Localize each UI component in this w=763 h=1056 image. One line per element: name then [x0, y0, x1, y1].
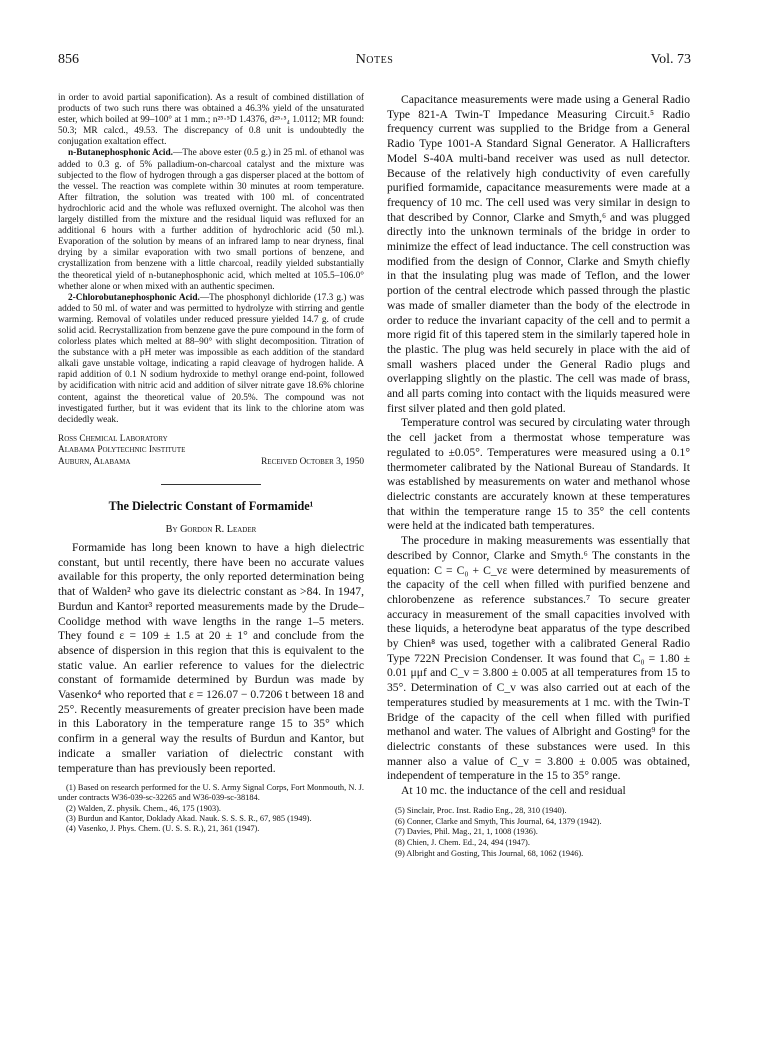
footnote: (1) Based on research performed for the U. S. Army Signal Corps, Fort Monmouth, N. J. under contracts W36-039-sc-32265 and W36-039-sc-38184.	[58, 783, 364, 803]
affiliation-row	[58, 457, 364, 468]
footnote: (8) Chien, J. Chem. Ed., 24, 494 (1947).	[395, 838, 530, 848]
run-in-heading: n-Butanephosphonic Acid.	[68, 148, 174, 159]
paragraph: Capacitance measurements were made using a General Radio Type 821-A Twin-T Impedance Measuring Circuit.⁵ Radio frequency current was supplied to the Bridge from a General Radio Type 1001-A Standard Signal Generator. A Hallicrafters Model S-40A multi-band receiver was used as null detector. Because of the relatively high conductivity of even carefully purified formamide, capacitance measurements were made at a frequency of 10 mc. The cell used was very similar in design to that described by Connor, Clarke and Smyth,⁶ and was plugged directly into the unknown terminals of the bridge in order to minimize the effect of lead inductance. The cell construction was modified from the design of Connor, Clarke and Smyth chiefly in that the insulating plug was made of Teflon, and the lower portion of the central electrode which passed through the plastic was made of smaller diameter than the body of the electrode in order to reduce the invariant capacity of the cell and to permit a more rigid fit of this tapered stem in the similarly tapered hole in the plastic. The plug was held securely in place with the aid of small washers placed under the General Radio plugs and overlapping slightly on the plastic. The cell was made of brass, and all parts coming into contact with the liquids measured were first silver plated and then gold plated.	[387, 93, 690, 415]
article-body	[58, 541, 364, 776]
affiliation-block	[58, 434, 364, 468]
footnote: (7) Davies, Phil. Mag., 21, 1, 1008 (1936).	[395, 827, 538, 837]
previous-article-body	[58, 93, 364, 426]
received-date: Received October 3, 1950	[261, 456, 364, 467]
footnotes-left	[58, 783, 364, 834]
affiliation-lab: Ross Chemical Laboratory	[58, 433, 168, 444]
footnote: (2) Walden, Z. physik. Chem., 46, 175 (1903).	[66, 803, 222, 813]
footnote: (6) Conner, Clarke and Smyth, This Journal, 64, 1379 (1942).	[395, 816, 602, 826]
footnote: (5) Sinclair, Proc. Inst. Radio Eng., 28, 310 (1940).	[395, 805, 567, 815]
paragraph: Formamide has long been known to have a high dielectric constant, but until recently, there have been no accurate values available for this property, the only reported determination being that of Walden² who gave its dielectric constant as >84. In 1947, Burdun and Kantor³ reported measurements made by the Drude–Coolidge method with wave lengths in the range 1–5 meters. They found ε = 109 ± 1.5 at 20 ± 1° and conclude from the absence of dispersion in this region that this is equivalent to the static value. An earlier reference to values for the dielectric constant of formamide determined by Burdun was made by Vasenko⁴ who reported that ε = 126.07 − 0.7206 t between 18 and 25°. Recently measurements of greater precision have been made in this Laboratory in the temperature range 15 to 35° which confirm in a general way the results of Burdun and Kantor, but indicate a smaller variation of dielectric constant with temperature than has previously been reported.	[58, 541, 364, 775]
article-title: The Dielectric Constant of Formamide¹	[108, 499, 314, 514]
article-body-continued	[387, 93, 690, 799]
paragraph: in order to avoid partial saponification). As a result of combined distillation of products of two such runs there was obtained a 46.3% yield of the unsaturated ester, which boiled at 99–100° at 1 mm.; n²⁵·⁵D 1.4376, d²⁵·⁵₄ 1.0112; MR found: 50.3; MR calcd., 49.53. The discrepancy of 0.8 unit is undoubtedly the conjugation exaltation effect.	[58, 93, 364, 148]
running-title: Notes	[355, 52, 394, 67]
footnote: (3) Burdun and Kantor, Doklady Akad. Nauk. S. S. S. R., 67, 985 (1949).	[66, 813, 312, 823]
paragraph: Temperature control was secured by circulating water through the cell jacket from a thermostat whose temperature was regulated to ±0.05°. Temperatures were measured using a 0.1° thermometer calibrated by the National Bureau of Standards. It was established by measurements on water and methanol whose dielectric constants are accurately known at these temperatures that within the temperature range 15 to 35° the cell contents were held at the indicated bath temperatures.	[387, 416, 690, 533]
footnote: (9) Albright and Gosting, This Journal, 68, 1062 (1946).	[395, 848, 584, 858]
chloro-paragraph	[58, 293, 364, 426]
paragraph-text: —The above ester (0.5 g.) in 25 ml. of ethanol was added to 0.3 g. of 5% palladium-on-charcoal catalyst and the mixture was subjected to the flow of hydrogen through a gas disperser placed at the bottom of the vessel. The reaction was complete within 30 minutes at room temperature. After filtration, the solution was treated with 100 ml. of concentrated hydrochloric acid and the whole was refluxed overnight. The alcohol was then largely distilled from the mixture and the residual liquid was refluxed for an additional 6 hours with a further addition of hydrochloric acid (50 ml.). Evaporation of the solution by means of an infrared lamp to near dryness, final drying by a similar evaporation with two small portions of benzene, and crystallization from benzene with a little charcoal, readily yielded substantially the theoretical yield of n-butanephosphonic acid, which melted at 105.5–106.0° whether alone or when mixed with an authentic specimen.	[58, 148, 364, 292]
footnote: (4) Vasenko, J. Phys. Chem. (U. S. S. R.), 21, 361 (1947).	[66, 824, 260, 834]
left-column	[58, 93, 364, 834]
run-in-heading: 2-Chlorobutanephosphonic Acid.	[68, 292, 200, 303]
butane-paragraph	[58, 148, 364, 292]
paragraph-text: —The phosphonyl dichloride (17.3 g.) was added to 50 ml. of water and was permitted to hydrolyze with stirring and gentle warming. Removal of volatiles under reduced pressure yielded 14.7 g. of crude solid acid. Recrystallization from benzene gave the pure compound in the form of colorless plates which melted at 88–90° with slight decomposition. Titration of the substance with a pH meter was impossible as each addition of the standard alkali gave unstable voltage, indicating a rapid cleavage of hydrogen halide. A rapid addition of 0.1 N sodium hydroxide to methyl orange end-point, followed by acidification with nitric acid and addition of silver nitrate gave 18.6% chlorine content, against the theoretical value of 20.5%. The compound was not investigated further, but it was evident that its link to the chlorine atom was decidedly weak.	[58, 292, 364, 425]
affiliation-institute: Alabama Polytechnic Institute	[58, 445, 186, 456]
volume-label: Vol. 73	[650, 52, 691, 67]
affiliation-city: Auburn, Alabama	[58, 456, 131, 467]
article-author: By Gordon R. Leader	[165, 524, 257, 536]
footnotes-right	[387, 806, 690, 860]
paragraph: At 10 mc. the inductance of the cell and residual	[401, 784, 626, 798]
right-column	[387, 93, 690, 860]
paragraph: The procedure in making measurements was essentially that described by Connor, Clarke and Smyth.⁶ The constants in the equation: C = C₀ + C_vε were determined by measurements of the capacity of the cell when filled with purified benzene and chlorobenzene as reference substances.⁷ To secure greater accuracy in measurement of the small capacities involved with these liquids, a heterodyne beat apparatus of the type described by Chien⁸ was used, together with a calibrated General Radio Type 722N Precision Condenser. It was found that C₀ = 1.80 ± 0.01 μμf and C_v = 3.800 ± 0.005 at all temperatures from 15 to 35°. Determination of C_v was also carried out at each of the temperatures studied by measurements at 1 mc. with the Twin-T Bridge of the capacity of the cell when filled with purified methanol and water. The values of Albright and Gosting⁹ for the dielectric constants of these substances were used. In this manner also a value of C_v = 3.800 ± 0.005 was obtained, independent of temperature in the 15 to 35° range.	[387, 534, 690, 783]
page-number: 856	[58, 52, 79, 67]
section-divider	[161, 484, 261, 485]
page-header	[58, 52, 691, 72]
